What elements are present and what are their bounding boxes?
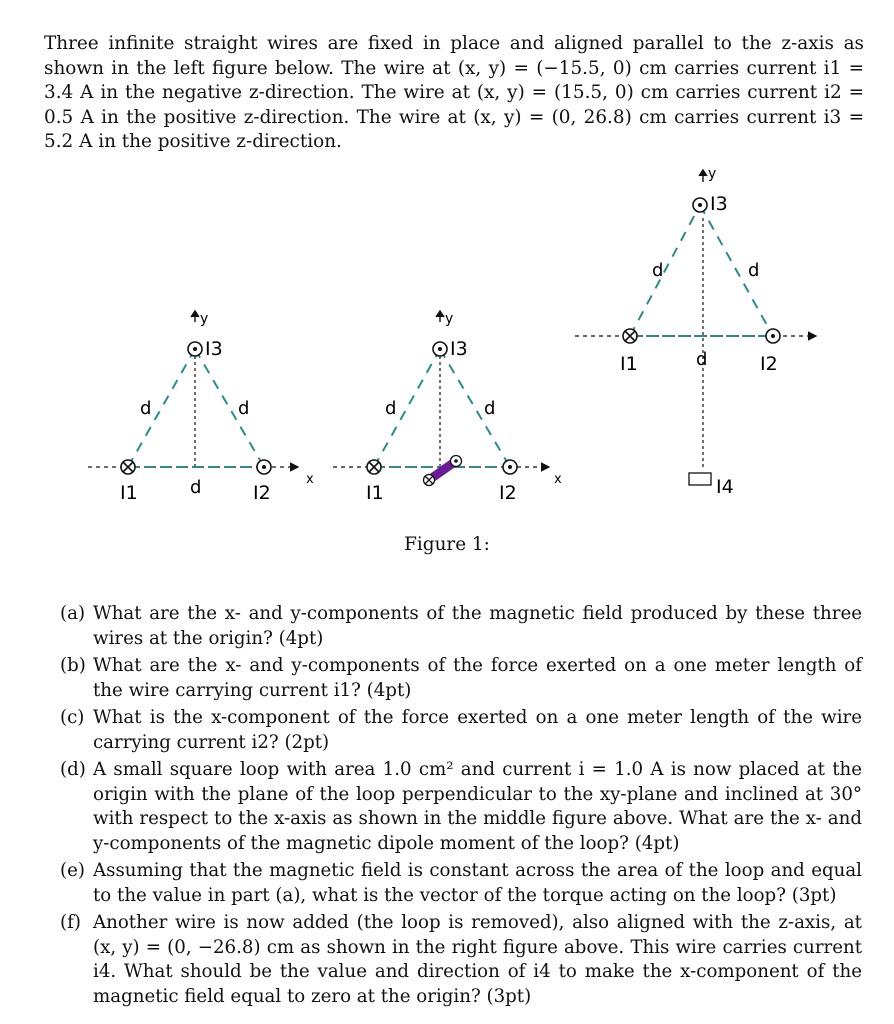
label-i2: I2: [253, 482, 271, 504]
label-i1: I1: [620, 353, 638, 375]
questions-list: [60, 602, 862, 1012]
figure-caption: Figure 1:: [404, 534, 490, 555]
question-text: Assuming that the magnetic field is constant across the area of the loop and equal to the value in part (a), what is the vector of the torque acting on the loop?: [93, 860, 862, 906]
question-points: (2pt): [284, 731, 330, 753]
wire-i4-unknown-icon: [689, 473, 711, 485]
label-i3: I3: [205, 338, 223, 360]
question-label: (d): [60, 759, 86, 780]
question-points: (4pt): [366, 679, 412, 701]
y-axis-label: y: [200, 311, 209, 327]
question-label: (f): [60, 912, 81, 933]
wire-i1-into-page-icon: [121, 460, 135, 474]
question-label: (a): [60, 603, 86, 624]
label-i1: I1: [120, 482, 138, 504]
wire-i1-into-page-icon: [623, 329, 637, 343]
question-label: (c): [60, 707, 85, 728]
y-axis-arrow-icon: [191, 311, 199, 322]
y-axis-arrow-icon: [699, 170, 707, 182]
wire-i2-out-of-page-icon: [766, 329, 780, 343]
question-text: Another wire is now added (the loop is removed), also aligned with the z-axis, at (x, y) = (0, −26.8) cm as shown in the right figure above. This wire carries current i4. What should be the value and direction of i4 to make the x-component of the magnetic field equal to zero at the origin?: [93, 912, 862, 1007]
question-points: (4pt): [634, 832, 680, 854]
label-i4: I4: [716, 476, 734, 498]
left-side: [128, 349, 195, 467]
question-points: (3pt): [486, 985, 532, 1007]
question-points: (4pt): [278, 627, 324, 649]
left-side: [374, 349, 440, 467]
question-d: [60, 758, 862, 856]
y-axis-label: y: [708, 166, 717, 182]
y-axis-label: y: [445, 311, 454, 327]
wire-i3-out-of-page-icon: [188, 342, 202, 356]
wire-i3-out-of-page-icon: [433, 342, 447, 356]
label-d-bottom: d: [190, 477, 202, 498]
question-text: What are the x- and y-components of the magnetic field produced by these three wires at the origin?: [93, 603, 862, 649]
label-d-left: d: [140, 398, 152, 419]
current-loop-icon: [424, 456, 462, 486]
figure-diagrams: [0, 160, 894, 560]
question-points: (3pt): [791, 884, 837, 906]
problem-intro-text: Three infinite straight wires are fixed in place and aligned parallel to the z-axis as shown in the left figure below. The wire at (x, y) = (−15.5, 0) cm carries current i1 = 3.4 A in the negative z-direction. The wire at (x, y) = (15.5, 0) cm carries current i2 = 0.5 A in the positive z-direction. The wire at (x, y) = (0, 26.8) cm carries current i3 = 5.2 A in the positive z-direction.: [44, 33, 864, 152]
right-diagram: [575, 166, 815, 498]
question-b: [60, 654, 862, 703]
question-e: [60, 859, 862, 908]
question-text: What are the x- and y-components of the force exerted on a one meter length of the wire carrying current i1?: [93, 655, 862, 701]
wire-i2-out-of-page-icon: [503, 460, 517, 474]
label-i1: I1: [366, 482, 384, 504]
question-f: [60, 911, 862, 1009]
x-axis-label: x: [306, 472, 314, 487]
label-i2: I2: [760, 353, 778, 375]
label-d-right: d: [748, 260, 760, 281]
label-d-right: d: [484, 398, 496, 419]
problem-statement: [44, 32, 864, 155]
label-i2: I2: [499, 482, 517, 504]
question-a: [60, 602, 862, 651]
wire-i2-out-of-page-icon: [257, 460, 271, 474]
label-i3: I3: [450, 338, 468, 360]
wire-i1-into-page-icon: [367, 460, 381, 474]
label-d-left: d: [652, 260, 664, 281]
left-diagram: [88, 311, 314, 504]
question-label: (e): [60, 860, 85, 881]
label-d-left: d: [385, 398, 397, 419]
right-side: [440, 349, 510, 467]
left-side: [630, 205, 700, 336]
question-c: [60, 706, 862, 755]
label-d-right: d: [238, 398, 250, 419]
y-axis-arrow-icon: [436, 311, 444, 322]
middle-diagram: [333, 311, 562, 504]
x-axis-label: x: [554, 472, 562, 487]
label-i3: I3: [710, 193, 728, 215]
label-d-vertical: d: [696, 349, 708, 370]
figure-1: [0, 160, 894, 560]
wire-i3-out-of-page-icon: [693, 198, 707, 212]
right-side: [700, 205, 773, 336]
question-text: A small square loop with area 1.0 cm² and current i = 1.0 A is now placed at the origin with the plane of the loop perpendicular to the xy-plane and inclined at 30° with respect to the x-axis as shown in the middle figure above. What are the x- and y-components of the magnetic dipole moment of the loop?: [93, 759, 862, 854]
right-side: [195, 349, 264, 467]
question-text: What is the x-component of the force exerted on a one meter length of the wire carrying current i2?: [93, 707, 862, 753]
question-label: (b): [60, 655, 86, 676]
